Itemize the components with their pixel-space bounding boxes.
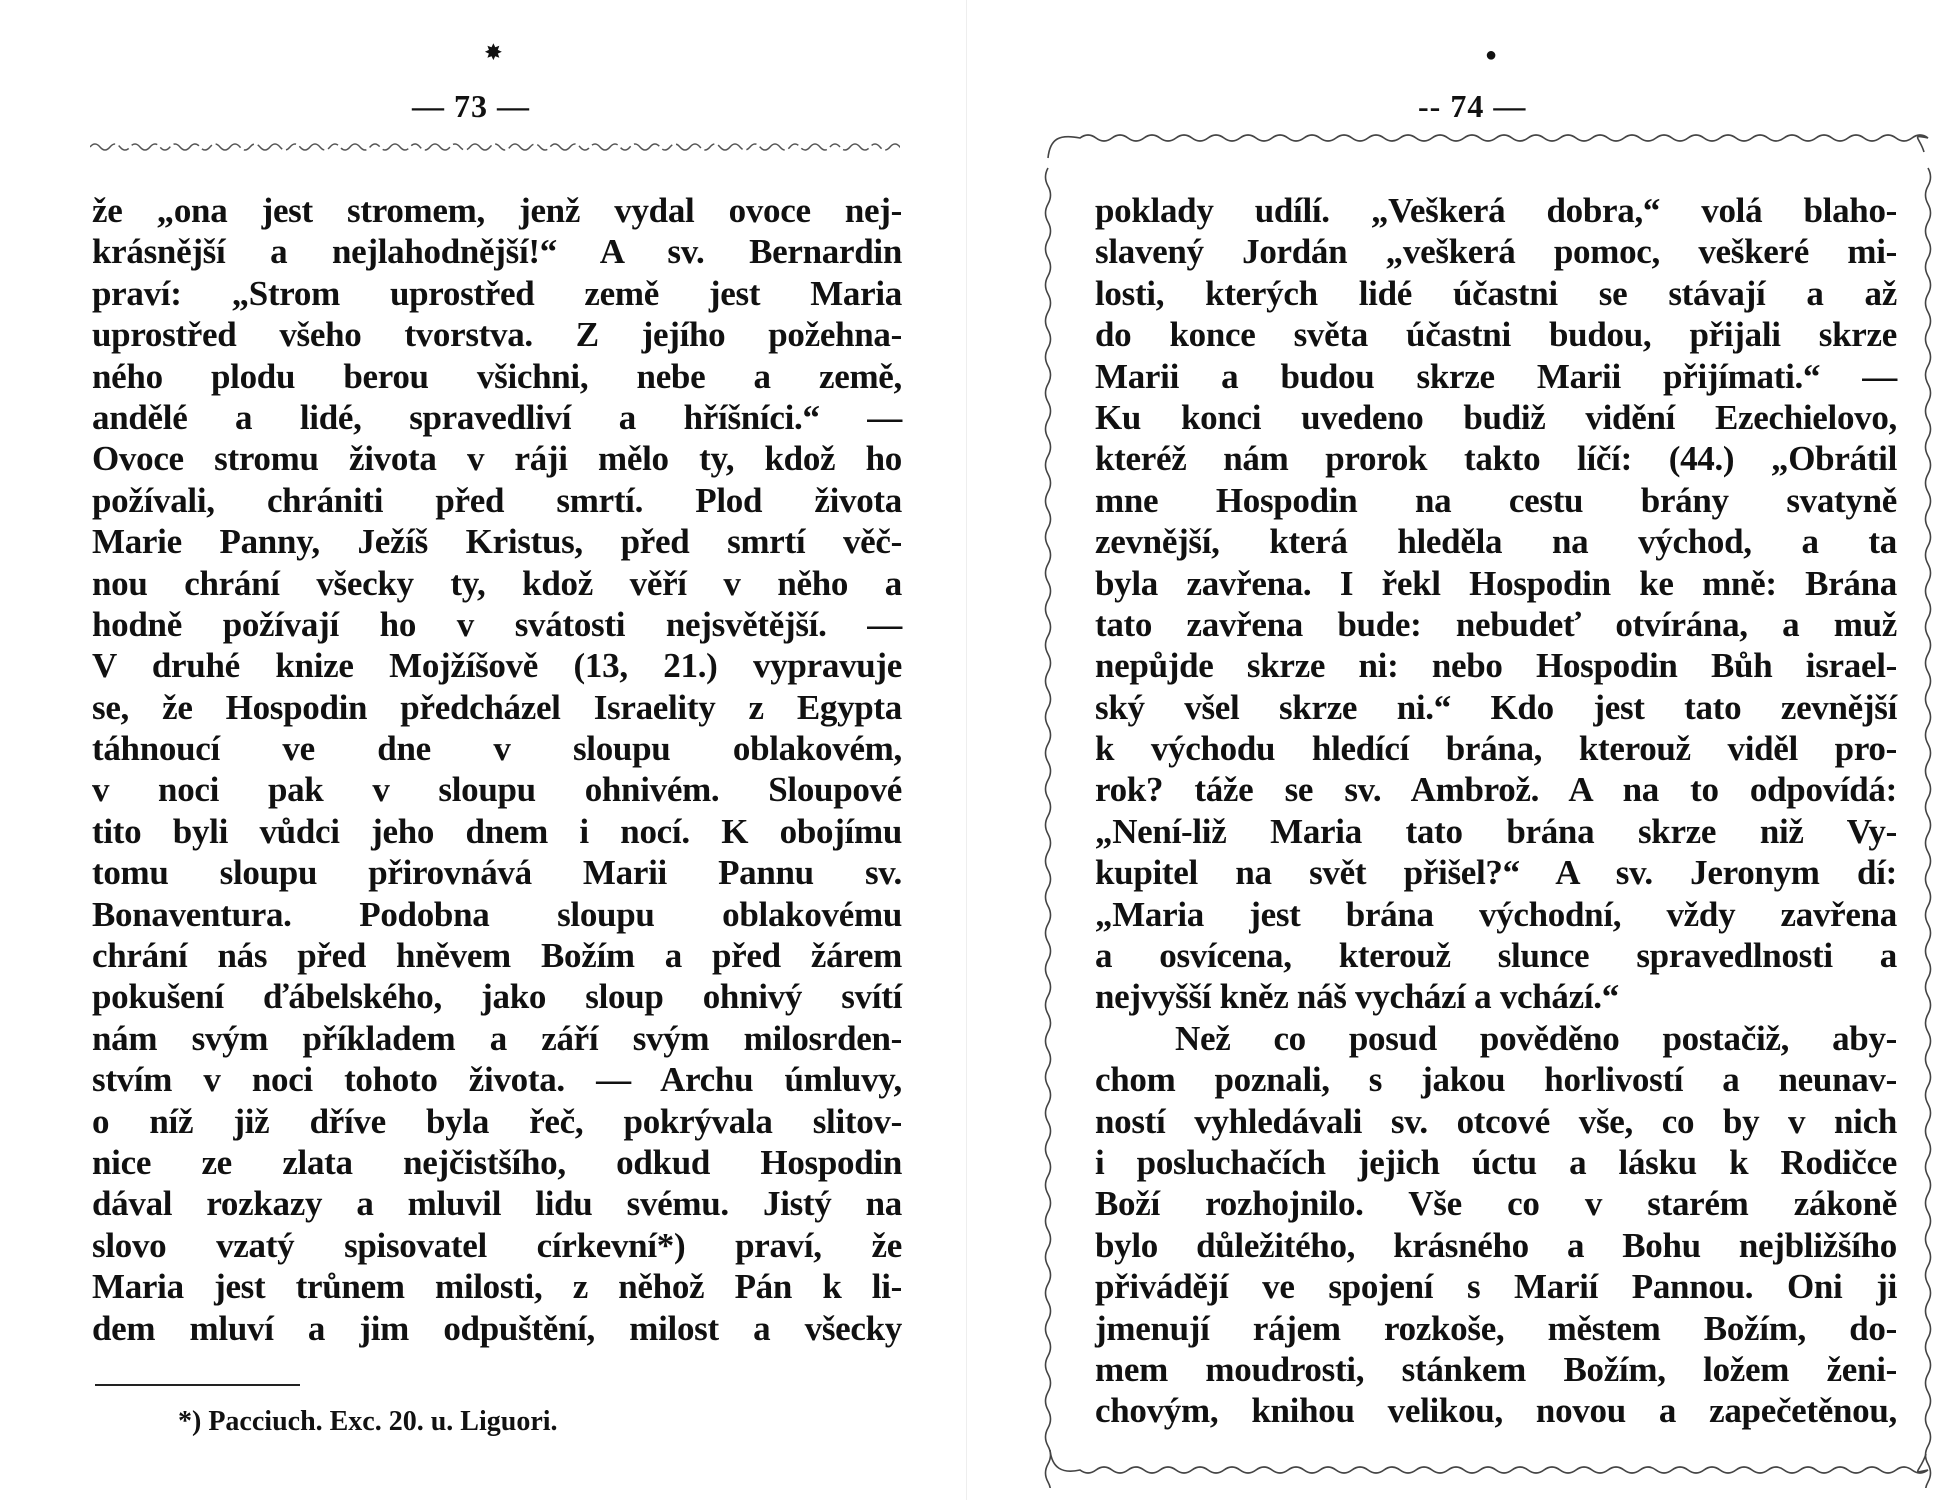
right-page: [1010, 0, 1954, 1500]
page-number: — 73 —: [412, 88, 530, 124]
text-line: stvím v noci tohoto života. — Archu úmluvy,: [92, 1060, 902, 1100]
text-line: i posluchačích jejich úctu a lásku k Rodičce: [1095, 1142, 1897, 1182]
text-line: nám svým příkladem a září svým milosrden-: [92, 1018, 902, 1058]
text-line: Marie Panny, Ježíš Kristus, před smrtí věč-: [92, 522, 902, 562]
text-line: a osvícena, kterouž slunce spravedlnosti a: [1095, 936, 1897, 976]
text-line: že „ona jest stromem, jenž vydal ovoce nej-: [92, 191, 902, 230]
top-wavy-rule: [90, 140, 900, 154]
text-line: se, že Hospodin předcházel Israelity z Egypta: [92, 687, 902, 727]
footnote-rule: [95, 1384, 300, 1386]
text-line: bylo důležitého, krásného a Bohu nejbližšího: [1095, 1225, 1897, 1265]
text-line: tato zavřena bude: nebudeť otvírána, a muž: [1095, 604, 1897, 644]
text-line: uprostřed všeho tvorstva. Z jejího požehna-: [92, 315, 902, 355]
text-line: nejvyšší kněz náš vychází a vchází.“: [1095, 977, 1619, 1017]
text-line: krásnější a nejlahodnější!“ A sv. Bernardin: [92, 232, 902, 272]
text-line: andělé a lidé, spravedliví a hříšníci.“ —: [92, 397, 902, 437]
text-line: Bonaventura. Podobna sloupu oblakovému: [92, 894, 902, 934]
text-line: slavený Jordán „veškerá pomoc, veškeré mi-: [1095, 232, 1897, 272]
text-line: ský všel skrze ni.“ Kdo jest tato zevnější: [1095, 687, 1897, 727]
text-line: hodně požívají ho v svátosti nejsvětější. —: [92, 604, 902, 644]
text-line: „Není-liž Maria tato brána skrze niž Vy-: [1095, 811, 1897, 851]
text-line: pokušení ďábelského, jako sloup ohnivý svítí: [92, 977, 902, 1017]
text-line: byla zavřena. I řekl Hospodin ke mně: Brána: [1095, 563, 1897, 603]
text-line: Boží rozhojnilo. Vše co v starém zákoně: [1095, 1184, 1897, 1224]
text-line: k východu hledící brána, kterouž viděl pro-: [1095, 729, 1897, 769]
text-line: nepůjde skrze ni: nebo Hospodin Bůh israel-: [1095, 646, 1897, 686]
text-line: chovým, knihou velikou, novou a zapečetěnou,: [1095, 1391, 1897, 1431]
text-line: dával rozkazy a mluvil lidu svému. Jistý na: [92, 1184, 902, 1224]
text-line: v noci pak v sloupu ohnivém. Sloupové: [92, 770, 902, 810]
text-line: Maria jest trůnem milosti, z něhož Pán k li-: [92, 1267, 902, 1307]
text-line: poklady udílí. „Veškerá dobra,“ volá blaho-: [1095, 191, 1897, 230]
text-line: zevnější, která hleděla na východ, a ta: [1095, 522, 1897, 562]
page-gutter: [965, 0, 968, 1500]
text-line: „Maria jest brána východní, vždy zavřena: [1095, 894, 1897, 934]
text-line: Než co posud pověděno postačiž, aby-: [1175, 1018, 1897, 1058]
body-text: [1095, 190, 1897, 1432]
text-line: dem mluví a jim odpuštění, milost a všecky: [92, 1308, 902, 1348]
text-line: do konce světa účastni budou, přijali skrze: [1095, 315, 1897, 355]
text-line: ností vyhledávali sv. otcové vše, co by v nich: [1095, 1101, 1897, 1141]
text-line: nou chrání všecky ty, kdož věří v něho a: [92, 563, 902, 603]
text-line: kteréž nám prorok takto líčí: (44.) „Obrátil: [1095, 439, 1897, 479]
text-line: požívali, chrániti před smrtí. Plod života: [92, 480, 902, 520]
text-line: přivádějí ve spojení s Marií Pannou. Oni ji: [1095, 1267, 1897, 1307]
text-line: losti, kterých lidé účastni se stávají a až: [1095, 273, 1897, 313]
text-line: slovo vzatý spisovatel církevní*) praví, že: [92, 1225, 902, 1265]
ink-blot-decoration: ✸: [485, 42, 502, 64]
text-line: kupitel na svět přišel?“ A sv. Jeronym dí:: [1095, 853, 1897, 893]
ink-blot-decoration: ●: [1485, 44, 1498, 66]
footnote: *) Pacciuch. Exc. 20. u. Liguori.: [178, 1406, 558, 1437]
text-line: tomu sloupu přirovnává Marii Pannu sv.: [92, 853, 902, 893]
text-line: Ku konci uvedeno budiž vidění Ezechielovo,: [1095, 397, 1897, 437]
left-page: [0, 0, 940, 1500]
text-line: Ovoce stromu života v ráji mělo ty, kdož ho: [92, 439, 902, 479]
text-line: rok? táže se sv. Ambrož. A na to odpovídá:: [1095, 770, 1897, 810]
page-number: -- 74 —: [1418, 88, 1527, 124]
text-line: mem moudrosti, stánkem Božím, ložem ženi-: [1095, 1349, 1897, 1389]
text-line: táhnoucí ve dne v sloupu oblakovém,: [92, 729, 902, 769]
text-line: o níž již dříve byla řeč, pokrývala slitov-: [92, 1101, 902, 1141]
text-line: mne Hospodin na cestu brány svatyně: [1095, 480, 1897, 520]
text-line: tito byli vůdci jeho dnem i nocí. K obojímu: [92, 811, 902, 851]
text-line: chom poznali, s jakou horlivostí a neunav-: [1095, 1060, 1897, 1100]
text-line: ného plodu berou všichni, nebe a země,: [92, 356, 902, 396]
text-line: nice ze zlata nejčistšího, odkud Hospodin: [92, 1142, 902, 1182]
text-line: V druhé knize Mojžíšově (13, 21.) vypravuje: [92, 646, 902, 686]
text-line: chrání nás před hněvem Božím a před žárem: [92, 936, 902, 976]
text-line: Marii a budou skrze Marii přijímati.“ —: [1095, 356, 1897, 396]
text-line: jmenují rájem rozkoše, městem Božím, do-: [1095, 1308, 1897, 1348]
body-text: [92, 190, 902, 1349]
text-line: praví: „Strom uprostřed země jest Maria: [92, 273, 902, 313]
